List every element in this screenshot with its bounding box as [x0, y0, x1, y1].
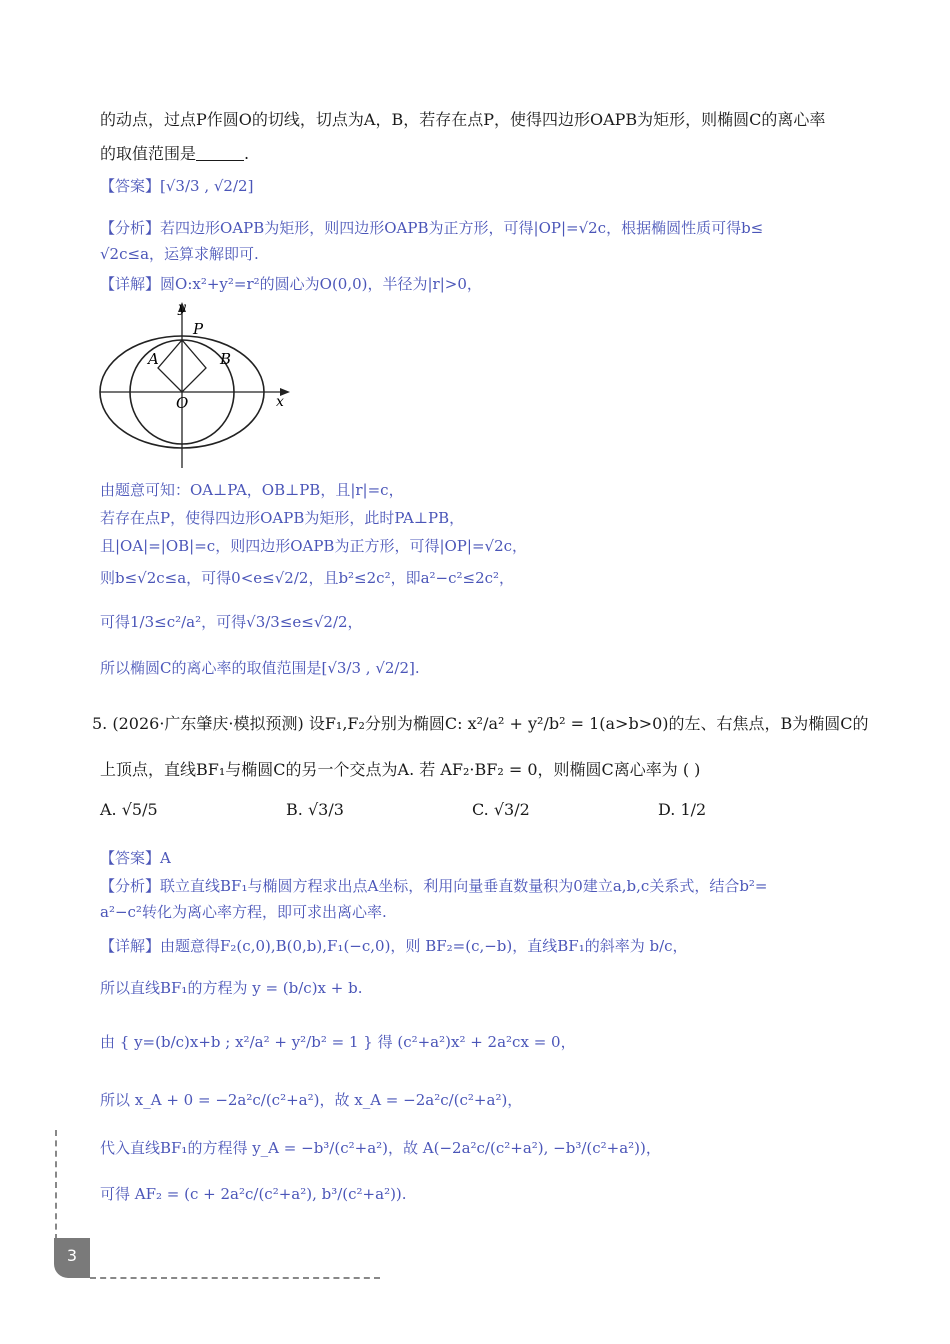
detail-line: 可得1/3≤c²/a²，可得√3/3≤e≤√2/2， — [100, 613, 363, 631]
question-stem: 5. (2026·广东肇庆·模拟预测) 设F₁,F₂分别为椭圆C: x²/a² + y²/b² = 1(a>b>0)的左、右焦点，B为椭圆C的 — [92, 714, 869, 733]
label-b: B — [220, 350, 232, 368]
detail-line: 由 { y=(b/c)x+b ; x²/a² + y²/b² = 1 } 得 (c²+a²)x² + 2a²cx = 0， — [100, 1033, 576, 1051]
option-d — [658, 798, 706, 822]
detail-line: 若存在点P，使得四边形OAPB为矩形，此时PA⊥PB， — [100, 509, 465, 527]
option-c — [472, 798, 530, 822]
option-value: √3/2 — [493, 800, 530, 819]
detail-line: 可得 AF₂ = (c + 2a²c/(c²+a²), b³/(c²+a²)). — [100, 1185, 407, 1203]
text-line — [100, 142, 249, 166]
label-o: O — [176, 394, 189, 412]
text-fragment: . — [244, 144, 250, 163]
option-label: D. — [658, 800, 676, 819]
detail-line — [100, 934, 688, 958]
option-label: A. — [100, 800, 117, 819]
label-y: y — [178, 300, 186, 316]
answer-blank — [196, 144, 244, 161]
analysis-label: 【分析】 — [100, 877, 161, 895]
answer-label: 【答案】 — [100, 177, 161, 195]
analysis-line: √2c≤a，运算求解即可. — [100, 245, 259, 263]
detail-text: 由题意得F₂(c,0),B(0,b),F₁(−c,0)，则 BF₂=(c,−b)，直线BF₁的斜率为 b/c， — [160, 937, 688, 955]
text-fragment: 的取值范围是 — [100, 144, 197, 163]
option-value: 1/2 — [680, 800, 707, 819]
option-value: √5/5 — [121, 800, 158, 819]
analysis-line — [100, 216, 763, 240]
label-x: x — [276, 394, 284, 410]
analysis-line — [100, 874, 768, 898]
text-line: 的动点，过点P作圆O的切线，切点为A，B，若存在点P，使得四边形OAPB为矩形，则椭圆C的离心率 — [100, 110, 826, 129]
answer-line — [100, 174, 253, 198]
answer-value: [√3/3 , √2/2] — [160, 177, 254, 195]
detail-line: 所以直线BF₁的方程为 y = (b/c)x + b. — [100, 979, 363, 997]
detail-line — [100, 272, 482, 296]
detail-label: 【详解】 — [100, 937, 161, 955]
detail-text: 圆O:x²+y²=r²的圆心为O(0,0)，半径为|r|>0， — [160, 275, 482, 293]
detail-line: 由题意可知：OA⊥PA，OB⊥PB，且|r|=c， — [100, 481, 404, 499]
label-p: P — [193, 320, 204, 338]
page-number: 3 — [66, 1246, 78, 1265]
option-label: B. — [286, 800, 303, 819]
ellipse-circle-figure — [98, 296, 298, 474]
label-a: A — [148, 350, 159, 368]
question-stem: 上顶点，直线BF₁与椭圆C的另一个交点为A. 若 AF₂·BF₂ = 0，则椭圆C离心率为 ( ) — [100, 760, 701, 779]
answer-line — [100, 846, 171, 870]
answer-value: A — [160, 849, 171, 867]
option-value: √3/3 — [307, 800, 344, 819]
analysis-label: 【分析】 — [100, 219, 161, 237]
answer-label: 【答案】 — [100, 849, 161, 867]
detail-line: 所以 x_A + 0 = −2a²c/(c²+a²)，故 x_A = −2a²c/(c²+a²)， — [100, 1091, 523, 1109]
option-a — [100, 798, 158, 822]
option-b — [286, 798, 344, 822]
analysis-text: 若四边形OAPB为矩形，则四边形OAPB为正方形，可得|OP|=√2c，根据椭圆性质可得b≤ — [160, 219, 764, 237]
detail-line: 且|OA|=|OB|=c，则四边形OAPB为正方形，可得|OP|=√2c， — [100, 537, 528, 555]
margin-dashed-line — [55, 1130, 57, 1240]
footer-dashed-line — [90, 1277, 380, 1279]
detail-label: 【详解】 — [100, 275, 161, 293]
option-label: C. — [472, 800, 489, 819]
detail-line: 所以椭圆C的离心率的取值范围是[√3/3 , √2/2]. — [100, 659, 420, 677]
analysis-line: a²−c²转化为离心率方程，即可求出离心率. — [100, 903, 387, 921]
detail-line: 则b≤√2c≤a，可得0<e≤√2/2，且b²≤2c²，即a²−c²≤2c²， — [100, 569, 515, 587]
detail-line: 代入直线BF₁的方程得 y_A = −b³/(c²+a²)，故 A(−2a²c/(c²+a²), −b³/(c²+a²))， — [100, 1139, 661, 1157]
analysis-text: 联立直线BF₁与椭圆方程求出点A坐标，利用向量垂直数量积为0建立a,b,c关系式，结合b²= — [160, 877, 768, 895]
